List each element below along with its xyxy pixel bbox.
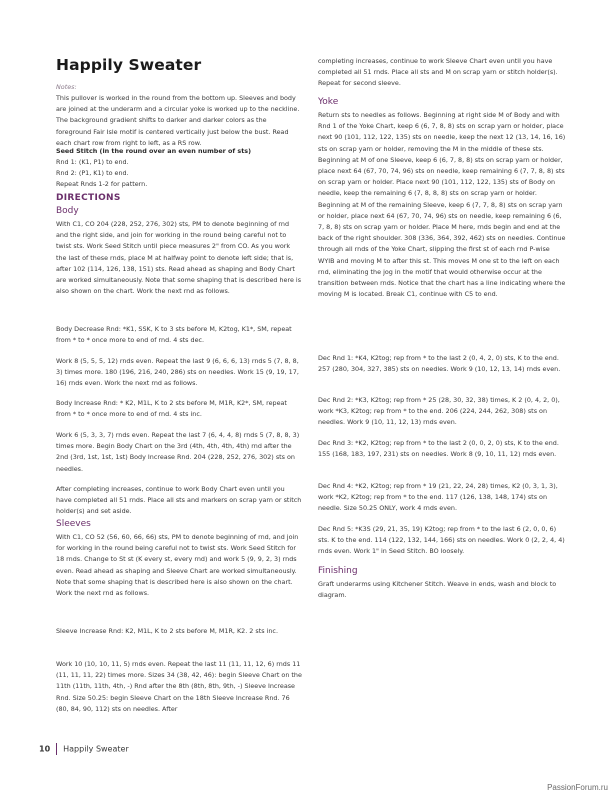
page-footer — [39, 743, 129, 755]
dec-rnd-3: Dec Rnd 3: *K2, K2tog; rep from * to the last 2 (0, 0, 2, 0) sts, K to the end. 155 (168, 183, 197, 231) sts on needles. Work 8 (9, 10, 11, 12) rnds even. — [318, 439, 559, 459]
seed-stitch-title: Seed Stitch (in the round over an even number of sts) — [56, 147, 252, 155]
body-paragraph-2: Work 8 (5, 5, 5, 12) rnds even. Repeat the last 9 (6, 6, 6, 13) rnds 5 (7, 8, 8, 3) times more. 180 (196, 216, 240, 286) sts on needles. Work 15 (9, 19, 17, 16) rnds even. Work the next rnd as follows. — [56, 357, 299, 388]
sleeve-increase-rnd: Sleeve Increase Rnd: K2, M1L, K to 2 sts before M, M1R, K2. 2 sts inc. — [56, 627, 278, 635]
yoke-heading: Yoke — [318, 97, 339, 107]
seed-rnd-1: Rnd 1: (K1, P1) to end. — [56, 158, 129, 166]
seed-repeat: Repeat Rnds 1-2 for pattern. — [56, 180, 148, 188]
dec-rnd-1: Dec Rnd 1: *K4, K2tog; rep from * to the last 2 (0, 4, 2, 0) sts, K to the end. 257 (280, 304, 327, 385) sts on needles. Work 9 (10, 12, 13, 14) rnds even. — [318, 354, 561, 374]
page-title: Happily Sweater — [56, 56, 202, 74]
dec-rnd-2: Dec Rnd 2: *K3, K2tog; rep from * 25 (28, 30, 32, 38) times, K 2 (0, 4, 2, 0), work *K3, K2tog; rep from * to the end. 206 (224, 244, 262, 308) sts on needles. Work 9 (10, 11, 12, 13) rnds even. — [318, 396, 560, 427]
finishing-heading: Finishing — [318, 566, 358, 576]
yoke-paragraph: Return sts to needles as follows. Beginning at right side M of Body and with Rnd 1 of the Yoke Chart, keep 6 (6, 7, 8, 8) sts on scrap yarn or holder, place next 90 (101, 112, 122, 135) sts on needle, keep the next 12 (13, 14, 16, 16) sts on scrap yarn or holder, removing the M in the middle of these sts. Beginning at M of one Sleeve, keep 6 (6, 7, 8, 8) sts on scrap yarn or holder, place next 64 (67, 70, 74, 96) sts on needle, keep remaining 6 (7, 7, 8, 8) sts on scrap yarn or holder. Place next 90 (101, 112, 122, 135) sts of Body on needle, keep the remaining 6 (7, 8, 8, 8) sts on scrap yarn or holder. Beginning at M of the remaining Sleeve, keep 6 (7, 7, 8, 8) sts on scrap yarn or holder, place next 64 (67, 70, 74, 96) sts on needle, keep remaining 6 (6, 7, 8, 8) sts on scrap yarn or holder. Place M here, rnds begin and end at the back of the right shoulder. 308 (336, 364, 392, 462) sts on needles. Continue through all rnds of the Yoke Chart, slipping the first st of each rnd P-wise WYIB and moving M to after this st. This moves M one st to the left on each rnd, eliminating the jog in the motif that would otherwise occur at the transition between rnds. Notice that the chart has a line indicating where the moving M is located. Break C1, continue with C5 to end. — [318, 111, 566, 299]
right-paragraph-1: completing increases, continue to work Sleeve Chart even until you have completed all 51 rnds. Place all sts and M on scrap yarn or stitch holder(s). Repeat for second sleeve. — [318, 57, 558, 88]
finishing-paragraph: Graft underarms using Kitchener Stitch. Weave in ends, wash and block to diagram. — [318, 580, 557, 600]
seed-rnd-2: Rnd 2: (P1, K1) to end. — [56, 169, 129, 177]
body-paragraph-4: After completing increases, continue to work Body Chart even until you have completed all 51 rnds. Place all sts and markers on scrap yarn or stitch holder(s) and set aside. — [56, 485, 302, 516]
watermark: PassionForum.ru — [547, 783, 608, 792]
footer-divider — [56, 743, 57, 755]
body-heading: Body — [56, 206, 79, 216]
body-increase-rnd: Body Increase Rnd: * K2, M1L, K to 2 sts before M, M1R, K2*, SM, repeat from * to * once more to end of rnd. 4 sts inc. — [56, 399, 287, 419]
notes-label: Notes: — [56, 83, 77, 91]
notes-text: This pullover is worked in the round from the bottom up. Sleeves and body are joined at the underarm and a circular yoke is worked up to the neckline. The background gradient shifts to darker and darker colors as the foreground Fair Isle motif is centered vertically just below the bust. Read each chart row from right to left, as a RS row. — [56, 94, 300, 147]
body-decrease-rnd: Body Decrease Rnd: *K1, SSK, K to 3 sts before M, K2tog, K1*, SM, repeat from * to * once more to end of rnd. 4 sts dec. — [56, 325, 292, 345]
body-paragraph-3: Work 6 (5, 3, 3, 7) rnds even. Repeat the last 7 (6, 4, 4, 8) rnds 5 (7, 8, 8, 3) times more. Begin Body Chart on the 3rd (4th, 4th, 4th, 4th) rnd after the 2nd (3rd, 1st, 1st, 1st) Body Increase Rnd. 204 (228, 252, 276, 302) sts on needles. — [56, 431, 300, 473]
directions-heading: DIRECTIONS — [56, 193, 121, 203]
page-number: 10 — [39, 744, 51, 754]
footer-title: Happily Sweater — [63, 744, 129, 754]
dec-rnd-5: Dec Rnd 5: *K3S (29, 21, 35, 19) K2tog; rep from * to the last 6 (2, 0, 0, 6) sts. K to the end. 114 (122, 132, 144, 166) sts on needles. Work 0 (2, 2, 4, 4) rnds even. Work 1" in Seed Stitch. BO loosely. — [318, 525, 565, 556]
sleeves-paragraph-2: Work 10 (10, 10, 11, 5) rnds even. Repeat the last 11 (11, 11, 12, 6) rnds 11 (11, 11, 11, 22) times more. Sizes 34 (38, 42, 46): begin Sleeve Chart on the 11th (11th, 11th, 4th, -) Rnd after the 8th (8th, 8th, 9th, -) Sleeve Increase Rnd. Size 50.25: begin Sleeve Chart on the 18th Sleeve Increase Rnd. 76 (80, 84, 90, 112) sts on needles. After — [56, 660, 302, 713]
sleeves-heading: Sleeves — [56, 519, 91, 529]
sleeves-paragraph-1: With C1, CO 52 (56, 60, 66, 66) sts, PM to denote beginning of rnd, and join for working in the round being careful not to twist sts. Work Seed Stitch for 18 rnds. Change to St st (K every st, every rnd) and work 5 (9, 9, 2, 3) rnds even. Read ahead as shaping and Sleeve Chart are worked simultaneously. Note that some shaping that is described here is also shown on the chart. Work the next rnd as follows. — [56, 533, 299, 598]
body-paragraph-1: With C1, CO 204 (228, 252, 276, 302) sts, PM to denote beginning of rnd and the right side, and join for working in the round being careful not to twist sts. Work Seed Stitch until piece measures 2" from CO. As you work the last of these rnds, place M at halfway point to denote left side; that is, after 102 (114, 126, 138, 151) sts. Read ahead as shaping and Body Chart are worked simultaneously. Note that some shaping that is described here is also shown on the chart. Work the next rnd as follows. — [56, 220, 302, 296]
dec-rnd-4: Dec Rnd 4: *K2, K2tog; rep from * 19 (21, 22, 24, 28) times, K2 (0, 3, 1, 3), work *K2, K2tog; rep from * to the end. 117 (126, 138, 148, 174) sts on needle. Size 50.25 ONLY, work 4 rnds even. — [318, 482, 558, 513]
